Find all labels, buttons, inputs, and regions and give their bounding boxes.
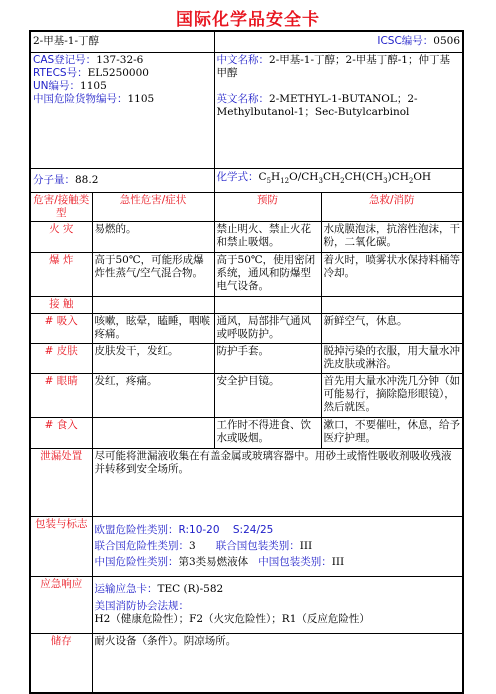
eu-classification: 欧盟危险性类别：R:10-20 S:24/25 (94, 523, 274, 536)
hazard-row-contact (30, 296, 463, 313)
header-prevention: 预防 (214, 192, 321, 221)
hazard-prevention: 防护手套。 (214, 343, 321, 373)
hazard-symptom: 高于50℃，可能形成爆炸性蒸气/空气混合物。 (92, 252, 214, 296)
formula-subscript: 3 (318, 177, 323, 186)
formula-text (258, 171, 432, 186)
emergency-label: 应急响应 (30, 576, 92, 633)
nfpa-code: 美国消防协会法规：H2（健康危险性）；F2（火灾危险性）；R1（反应危险性） (94, 600, 370, 625)
hazard-prevention: 禁止明火、禁止火花和禁止吸烟。 (214, 221, 321, 252)
page-title: 国际化学品安全卡 (176, 10, 320, 30)
icsc-number: ICSC编号：0506 (214, 31, 463, 52)
formula-part: OH (413, 171, 432, 184)
formula-subscript: 12 (280, 177, 290, 186)
hazard-first-aid: 着火时，喷雾状水保持料桶等冷却。 (321, 252, 463, 296)
packaging-cell (92, 516, 463, 576)
formula-part: C (258, 171, 267, 184)
hazard-symptom (92, 417, 214, 448)
hazard-row-explosion (30, 252, 463, 296)
hazard-prevention: 安全护目镜。 (214, 373, 321, 417)
spill-text: 尽可能将泄漏液收集在有盖金属或玻璃容器中。用砂土或惰性吸收剂吸收残液并转移到安全场所。 (92, 448, 463, 516)
hazard-first-aid: 首先用大量水冲洗几分钟（如可能易行，摘除隐形眼镜），然后就医。 (321, 373, 463, 417)
hazard-symptom (92, 296, 214, 313)
spill-label: 泄漏处置 (30, 448, 92, 516)
rtecs-number: RTECS号：EL5250000 (33, 66, 149, 79)
spill-row (30, 448, 463, 516)
storage-row (30, 633, 463, 693)
hazard-type: 接 触 (30, 296, 92, 313)
cas-number: CAS登记号：137-32-6 (33, 53, 144, 66)
hazard-row-skin (30, 343, 463, 373)
names-cell (214, 52, 463, 168)
emergency-row (30, 576, 463, 633)
hazard-first-aid (321, 296, 463, 313)
formula-subscript: 5 (266, 177, 272, 186)
formula-part: CH (322, 171, 341, 184)
hazard-row-fire (30, 221, 463, 252)
hazard-type: # 吸入 (30, 313, 92, 343)
packaging-label: 包装与标志 (30, 516, 92, 576)
hazard-first-aid: 脱掉污染的衣服，用大量水冲洗皮肤或淋浴。 (321, 343, 463, 373)
name-row (30, 31, 463, 52)
english-name: 英文名称：2-METHYL-1-BUTANOL；2-Methylbutanol-1；Sec-Butylcarbinol (216, 92, 418, 118)
hazard-type: # 食入 (30, 417, 92, 448)
header-symptoms: 急性危害/症状 (92, 192, 214, 221)
formula-subscript: 3 (383, 177, 388, 186)
header-first-aid: 急救/消防 (321, 192, 463, 221)
hazard-first-aid: 漱口，不要催吐，休息，给予医疗护理。 (321, 417, 463, 448)
un-number: UN编号：1105 (33, 79, 107, 92)
storage-text: 耐火设备（条件）。阴凉场所。 (92, 633, 463, 693)
formula-part: H (271, 171, 281, 184)
hazard-symptom: 皮肤发干，发红。 (92, 343, 214, 373)
hazard-prevention: 通风，局部排气通风或呼吸防护。 (214, 313, 321, 343)
safety-card-table (29, 30, 464, 694)
hazard-row-eyes (30, 373, 463, 417)
hazard-first-aid: 水成膜泡沫，抗溶性泡沫，干粉，二氧化碳。 (321, 221, 463, 252)
transport-card: 运输应急卡：TEC (R)-582 (94, 583, 224, 595)
cn-classification: 中国危险性类别：第3类易燃液体 中国包装类别：III (94, 555, 345, 568)
storage-label: 储存 (30, 633, 92, 693)
hazard-type: # 皮肤 (30, 343, 92, 373)
hazard-row-ingestion (30, 417, 463, 448)
header-type: 危害/接触类型 (30, 192, 92, 221)
formula-row (30, 168, 463, 192)
identifiers-row (30, 52, 463, 168)
hazard-type: 火 灾 (30, 221, 92, 252)
hazard-prevention: 工作时不得进食、饮水或吸烟。 (214, 417, 321, 448)
hazard-row-inhalation (30, 313, 463, 343)
header-row (30, 192, 463, 221)
formula-part: CH(CH (344, 171, 384, 184)
chemical-name: 2-甲基-1-丁醇 (30, 31, 214, 52)
molecular-weight: 分子量：88.2 (30, 168, 214, 192)
formula-part: O/CH (289, 171, 319, 184)
formula-part: )CH (387, 171, 409, 184)
hazard-prevention (214, 296, 321, 313)
un-classification: 联合国危险性类别：3 联合国包装类别：III (94, 539, 313, 552)
hazard-type: 爆 炸 (30, 252, 92, 296)
hazard-symptom: 易燃的。 (92, 221, 214, 252)
hazard-symptom: 发红，疼痛。 (92, 373, 214, 417)
chinese-name: 中文名称：2-甲基-1-丁醇；2-甲基丁醇-1；仲丁基甲醇 (216, 53, 450, 79)
hazard-first-aid: 新鲜空气，休息。 (321, 313, 463, 343)
chemical-formula: 化学式：$C_5H_{12}O/CH_3CH_2CH(CH_3)CH_2OH$ (214, 168, 463, 192)
hazard-type: # 眼睛 (30, 373, 92, 417)
formula-subscript: 2 (408, 177, 414, 186)
hazard-prevention: 高于50℃，使用密闭系统，通风和防爆型电气设备。 (214, 252, 321, 296)
packaging-row (30, 516, 463, 576)
identifiers-cell (30, 52, 214, 168)
formula-subscript: 2 (340, 177, 345, 186)
cn-dangerous-goods-number: 中国危险货物编号：1105 (33, 92, 155, 105)
emergency-cell (92, 576, 463, 633)
hazard-symptom: 咳嗽，眩晕，瞌睡，咽喉疼痛。 (92, 313, 214, 343)
